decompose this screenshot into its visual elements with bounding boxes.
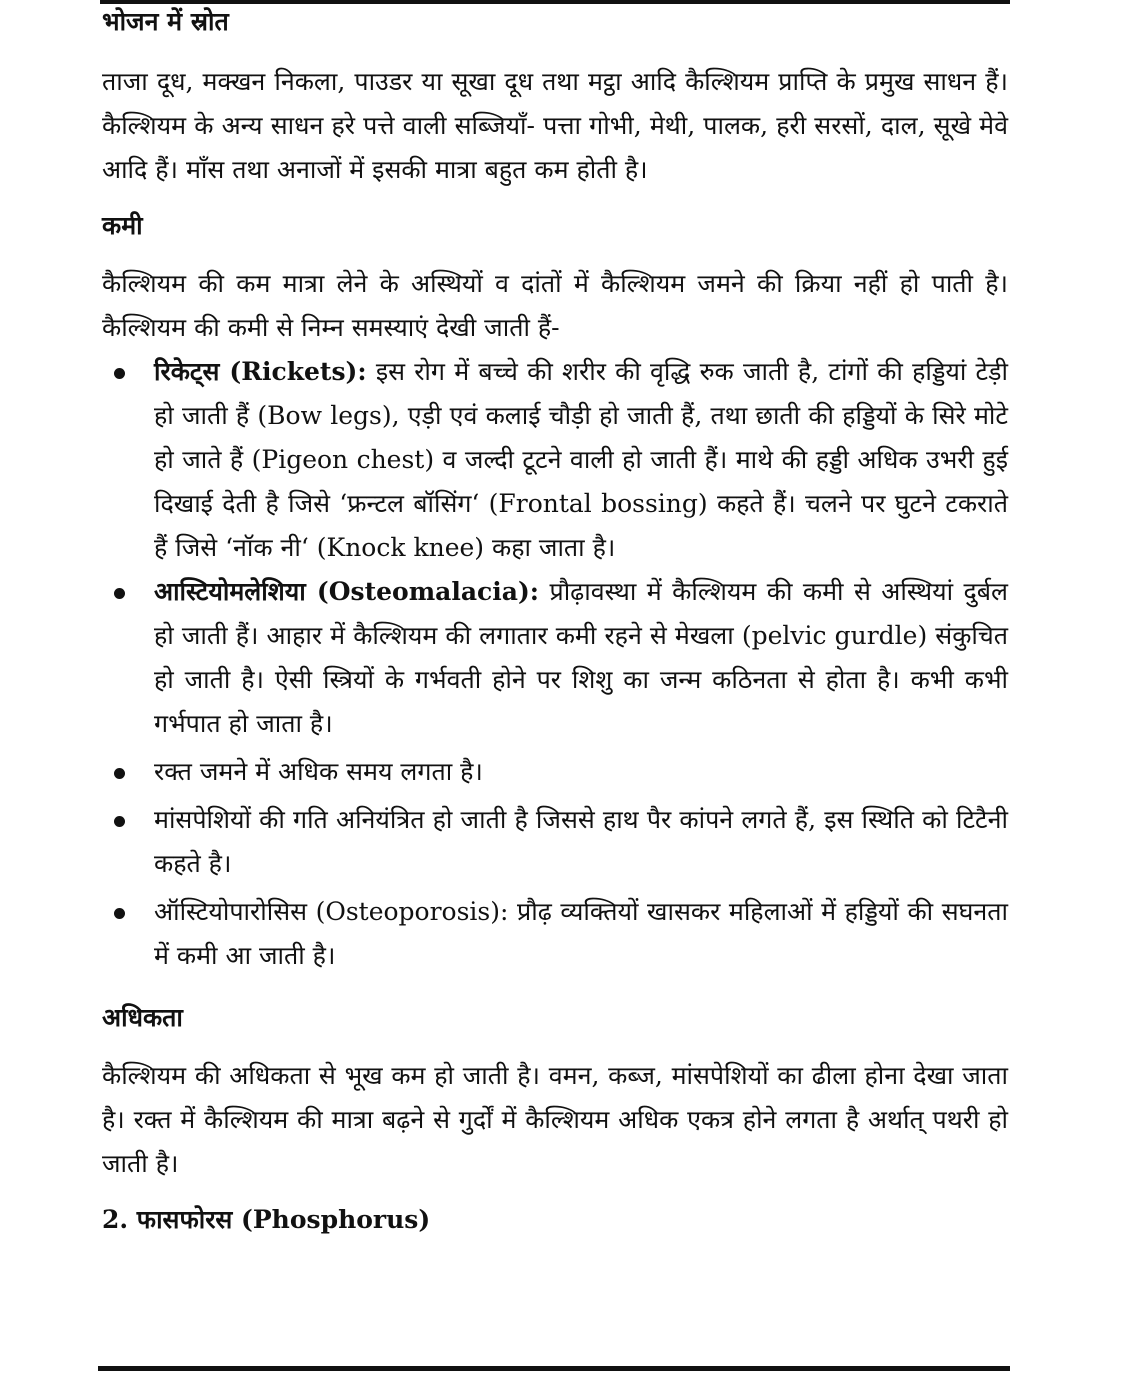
bullet-dot-icon [114,588,125,599]
term-osteomalacia: आस्टियोमलेशिया (Osteomalacia): [154,577,540,606]
deficiency-intro: कैल्शियम की कम मात्रा लेने के अस्थियों व दांतों में कैल्शियम जमने की क्रिया नहीं हो पाती है। कैल्शियम की कमी से निम्न समस्याएं देखी जाती हैं- [102,269,1008,342]
list-item-tetany [102,798,1008,886]
list-item-osteomalacia [102,570,1008,746]
deficiency-heading: कमी [102,211,143,240]
bullet-dot-icon [114,816,125,827]
tetany-text: मांसपेशियों की गति अनियंत्रित हो जाती है जिससे हाथ पैर कांपने लगते हैं, इस स्थिति को टिटैनी कहते है। [154,805,1008,878]
osteoporosis-text: ऑस्टियोपारोसिस (Osteoporosis): प्रौढ़ व्यक्तियों खासकर महिलाओं में हड्डियों की सघनता में कमी आ जाती है। [154,897,1008,970]
food-sources-paragraph: ताजा दूध, मक्खन निकला, पाउडर या सूखा दूध तथा मट्ठा आदि कैल्शियम प्राप्ति के प्रमुख साधन हैं। कैल्शियम के अन्य साधन हरे पत्ते वाली सब्जियाँ- पत्ता गोभी, मेथी, पालक, हरी सरसों, दाल, सूखे मेवे आदि हैं। माँस तथा अनाजों में इसकी मात्रा बहुत कम होती है। [102,67,1008,184]
list-item-osteoporosis [102,890,1008,978]
bottom-rule [98,1366,1010,1371]
bullet-dot-icon [114,368,125,379]
blood-clotting-text: रक्त जमने में अधिक समय लगता है। [154,757,483,786]
excess-heading: अधिकता [102,1003,183,1032]
osteomalacia-description: प्रौढ़ावस्था में कैल्शियम की कमी से अस्थियां दुर्बल हो जाती हैं। आहार में कैल्शियम की लगातार कमी रहने से मेखला (pelvic gurdle) संकुचित हो जाती है। ऐसी स्त्रियों के गर्भवती होने पर शिशु का जन्म कठिनता से होता है। कभी कभी गर्भपात हो जाता है। [154,577,1008,738]
page-content [102,0,1008,1240]
phosphorus-heading: 2. फासफोरस (Phosphorus) [102,1205,431,1234]
bullet-dot-icon [114,768,125,779]
excess-paragraph: कैल्शियम की अधिकता से भूख कम हो जाती है। वमन, कब्ज, मांसपेशियों का ढीला होना देखा जाता है। रक्त में कैल्शियम की मात्रा बढ़ने से गुर्दों में कैल्शियम अधिक एकत्र होने लगता है अर्थात् पथरी हो जाती है। [102,1061,1008,1178]
food-sources-heading: भोजन में स्रोत [102,7,229,36]
term-rickets: रिकेट्स (Rickets): [154,357,367,386]
deficiency-list [102,350,1008,978]
list-item-blood-clotting [102,750,1008,794]
list-item-rickets [102,350,1008,570]
bullet-dot-icon [114,908,125,919]
rickets-description: इस रोग में बच्चे की शरीर की वृद्धि रुक जाती है, टांगों की हड्डियां टेड़ी हो जाती हैं (Bow legs), एड़ी एवं कलाई चौड़ी हो जाती हैं, तथा छाती की हड्डियों के सिरे मोटे हो जाते हैं (Pigeon chest) व जल्दी टूटने वाली हो जाती हैं। माथे की हड्डी अधिक उभरी हुई दिखाई देती है जिसे ‘फ्रन्टल बॉसिंग‘ (Frontal bossing) कहते हैं। चलने पर घुटने टकराते हैं जिसे ‘नॉक नी‘ (Knock knee) कहा जाता है। [154,357,1009,562]
